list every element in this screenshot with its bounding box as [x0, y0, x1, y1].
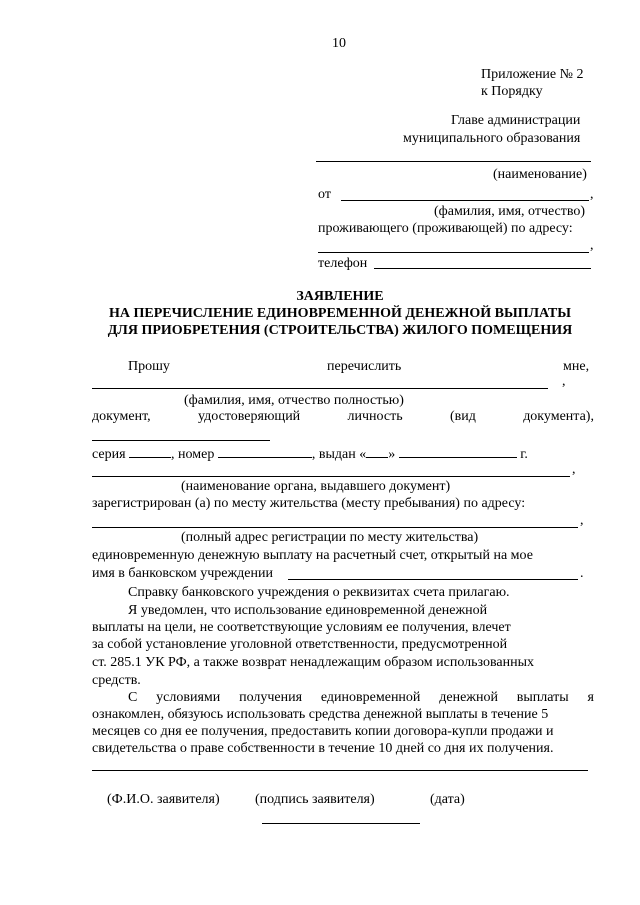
from-label: от: [318, 187, 331, 202]
address-line[interactable]: [318, 252, 589, 253]
seria-field[interactable]: [129, 445, 171, 458]
notified-line-2: выплаты на цели, не соответствующие условиям ее получения, влечет: [92, 620, 511, 635]
notified-line-4: ст. 285.1 УК РФ, а также возврат ненадлежащим образом использованных: [92, 655, 534, 670]
date-label: (дата): [430, 792, 465, 807]
cond-word: единовременной: [320, 690, 421, 705]
notified-line-5: средств.: [92, 673, 141, 688]
comma-1: ,: [562, 374, 566, 389]
bank-name-line[interactable]: [288, 579, 578, 580]
applicant-sign-label: (подпись заявителя): [255, 792, 375, 807]
order-ref: к Порядку: [481, 84, 543, 99]
seria-label: серия: [92, 447, 126, 462]
comma-3: ,: [580, 513, 584, 528]
cond-word: С: [128, 690, 138, 705]
id-document-line: [92, 409, 594, 425]
name-hint: (наименование): [493, 167, 587, 182]
phone-line[interactable]: [374, 268, 591, 269]
address-hint: (полный адрес регистрации по месту жительства): [181, 530, 479, 545]
recipient-line[interactable]: [92, 388, 548, 389]
word-proshu: Прошу: [128, 359, 170, 374]
day-field[interactable]: [366, 445, 388, 458]
applicant-fio-label: (Ф.И.О. заявителя): [107, 792, 220, 807]
cond-word: денежной: [439, 690, 498, 705]
phone-label: телефон: [318, 256, 368, 271]
cond-word: условиями: [156, 690, 221, 705]
cond-word: получения: [239, 690, 303, 705]
comma-2: ,: [572, 462, 576, 477]
conditions-line-2: ознакомлен, обязуюсь использовать средства денежной выплаты в течение 5: [92, 707, 549, 722]
conditions-line-1: [128, 690, 594, 706]
notified-line-1: Я уведомлен, что использование единовременной денежной: [128, 603, 488, 618]
doc-word: (вид: [449, 409, 476, 424]
from-line[interactable]: [341, 200, 589, 201]
passport-line: [92, 445, 528, 463]
doc-word: удостоверяющий: [198, 409, 301, 424]
nomer-label: , номер: [171, 447, 215, 462]
vydan-label: , выдан «: [311, 447, 367, 462]
doc-type-line[interactable]: [92, 440, 270, 441]
doc-title: ЗАЯВЛЕНИЕ: [296, 289, 384, 304]
doc-title-line-3: ДЛЯ ПРИОБРЕТЕНИЯ (СТРОИТЕЛЬСТВА) ЖИЛОГО ПОМЕЩЕНИЯ: [107, 323, 573, 338]
doc-word: личность: [347, 409, 403, 424]
fio-full-hint: (фамилия, имя, отчество полностью): [184, 393, 404, 408]
doc-word: документа),: [523, 409, 594, 424]
from-comma: ,: [590, 187, 594, 202]
registration-address-line[interactable]: [92, 527, 578, 528]
issuing-authority-line[interactable]: [92, 476, 570, 477]
address-comma: ,: [590, 238, 594, 253]
appendix-label: Приложение № 2: [481, 67, 584, 82]
bottom-signature-line[interactable]: [262, 823, 420, 824]
payment-line: единовременную денежную выплату на расчетный счет, открытый на мое: [92, 548, 533, 563]
page-number: 10: [332, 36, 346, 51]
name-line[interactable]: [316, 161, 591, 162]
year-label: г.: [520, 447, 528, 462]
fio-hint: (фамилия, имя, отчество): [434, 204, 586, 219]
organ-hint: (наименование органа, выдавшего документ): [181, 479, 451, 494]
notified-line-3: за собой установление уголовной ответственности, предусмотренной: [92, 637, 508, 652]
addressee-line-1: Главе администрации: [451, 113, 581, 128]
doc-word: документ,: [92, 409, 151, 424]
cond-word: я: [587, 690, 594, 705]
certificate-text: Справку банковского учреждения о реквизитах счета прилагаю.: [128, 585, 510, 600]
signature-line[interactable]: [92, 770, 588, 771]
registered-label: зарегистрирован (а) по месту жительства (месту пребывания) по адресу:: [92, 496, 526, 511]
addressee-line-2: муниципального образования: [403, 131, 581, 146]
doc-title-line-2: НА ПЕРЕЧИСЛЕНИЕ ЕДИНОВРЕМЕННОЙ ДЕНЕЖНОЙ ВЫПЛАТЫ: [109, 306, 571, 321]
word-perechislit: перечислить: [327, 359, 402, 374]
cond-word: выплаты: [516, 690, 569, 705]
quote-close: »: [388, 447, 396, 462]
residing-label: проживающего (проживающей) по адресу:: [318, 221, 573, 236]
period: .: [580, 566, 584, 581]
conditions-line-3: месяцев со дня ее получения, предоставить копии договора-купли продажи и: [92, 724, 554, 739]
conditions-line-4: свидетельства о праве собственности в течение 10 дней со дня их получения.: [92, 741, 554, 756]
nomer-field[interactable]: [218, 445, 312, 458]
word-mne: мне,: [563, 359, 590, 374]
bank-name-label: имя в банковском учреждении: [92, 566, 273, 581]
month-year-field[interactable]: [399, 445, 517, 458]
